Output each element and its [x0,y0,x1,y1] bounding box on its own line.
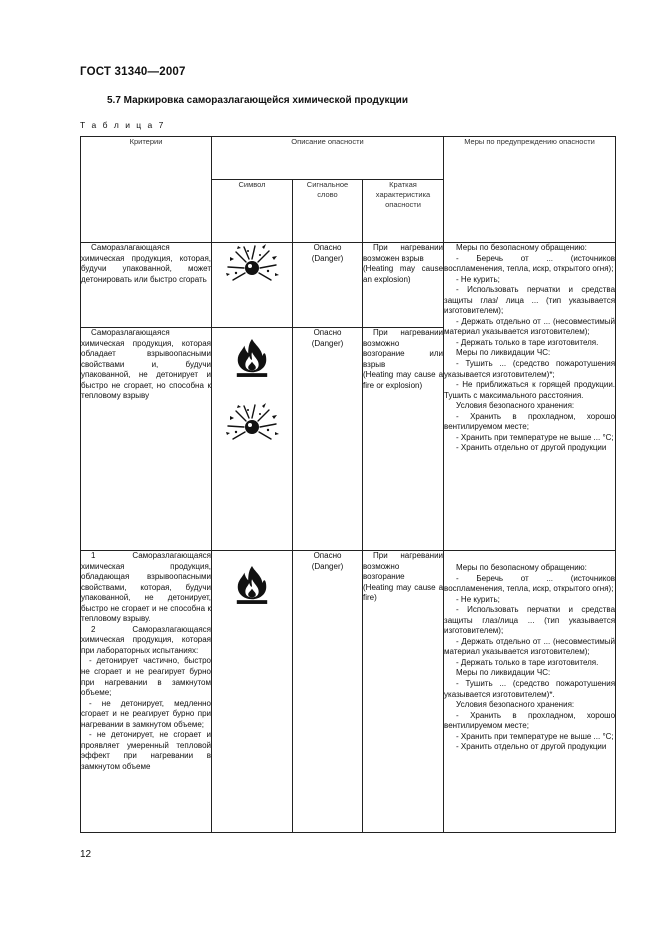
page-number: 12 [80,849,92,860]
measures-line: Условия безопасного хранения: [456,700,575,710]
measures-line: - Не приближаться к горящей продукции. Тушить с максимального расстояния. [444,380,616,400]
hazard-table [80,136,616,833]
symbol-cell [212,243,293,328]
signal-word: Опасно [313,243,342,252]
brief-characteristic-cell [363,551,444,833]
measures-line: - Хранить отдельно от другой продукции [456,443,607,453]
measures-cell [444,243,616,551]
section-title: 5.7 Маркировка саморазлагающейся химической продукции [107,95,408,106]
measures-line: - Держать только в таре изготовителя. [456,657,599,667]
measures-line: - Держать отдельно от ... (несовместимый материал указывается изготовителем); [444,316,616,337]
measures-line: - Держать отдельно от ... (несовместимый материал указывается изготовителем); [444,636,616,657]
table-row [81,551,616,833]
criteria-bullet: - не детонирует, не сгорает и проявляет умеренный тепловой эффект при нагревании в замкнутом объеме [81,730,211,771]
measures-line: Меры по безопасному обращению: [456,243,587,252]
measures-line: Меры по ликвидации ЧС: [456,668,551,678]
measures-line: - Хранить при температуре не выше ... °С; [456,432,614,442]
header-brief-characteristic: Краткая характеристика опасности [363,180,444,243]
brief-text-en: (Heating may cause a fire) [363,582,444,603]
criteria-cell [81,243,212,328]
signal-word-cell [293,551,363,833]
header-symbol: Символ [212,180,293,243]
measures-line: - Использовать перчатки и средства защиты глаз/лица ... (тип указывается изготовителем); [444,605,616,636]
criteria-cell [81,551,212,833]
criteria-text: 1 Саморазлагающаяся химическая продукция, обладающая взрывоопасными свойствами, которая, будучи упакованной, не детонирует, быстро не сгорает и не способна к тепловому взрыву. [81,551,211,624]
header-criteria: Критерии [81,137,212,243]
measures-line: - Хранить в прохладном, хорошо вентилируемом месте; [444,411,616,432]
measures-line: Условия безопасного хранения: [456,401,575,411]
symbol-cell [212,328,293,551]
criteria-text: 2 Саморазлагающаяся химическая продукция, которая при лабораторных испытаниях: [81,624,211,655]
flame-icon [233,336,271,378]
criteria-bullet: - не детонирует, медленно сгорает и не реагирует бурно при нагревании в замкнутом объеме; [81,698,211,729]
measures-line: - Не курить; [456,274,500,284]
signal-word-en: (Danger) [311,338,344,348]
measures-line: Меры по безопасному обращению: [456,563,587,572]
criteria-text: Саморазлагающаяся химическая продукция, которая обладает взрывоопасными свойствами и, будучи упакованной, не детонирует и быстро не сгорает, но способна к тепловому взрыву [81,328,211,401]
exploding-bomb-icon [221,243,283,283]
signal-word-cell [293,328,363,551]
criteria-bullet: - детонирует частично, быстро не сгорает и не реагирует бурно при нагревании в замкнутом объеме; [81,656,211,698]
measures-line: - Хранить отдельно от другой продукции [456,742,607,752]
measures-line: - Беречь от ... (источников воспламенения, тепла, искр, открытого огня); [444,573,616,594]
header-measures: Меры по предупреждению опасности [444,137,616,243]
measures-line: - Хранить в прохладном, хорошо вентилируемом месте; [444,710,616,731]
brief-text-en: (Heating may cause a fire or explosion) [363,370,444,390]
measures-line: Меры по ликвидации ЧС: [456,348,551,358]
symbol-cell [212,551,293,833]
measures-cell [444,551,616,833]
brief-characteristic-cell [363,243,444,328]
exploding-bomb-icon [221,402,283,442]
document-id: ГОСТ 31340—2007 [80,66,186,78]
table-row [81,243,616,328]
header-signal-word: Сигнальное слово [293,180,363,243]
measures-line: - Держать только в таре изготовителя. [456,337,599,347]
criteria-cell [81,328,212,551]
signal-word-cell [293,243,363,328]
signal-word-en: (Danger) [311,253,344,263]
measures-line: - Тушить ... (средство пожаротушения указывается изготовителем)*. [444,679,616,699]
measures-line: - Тушить ... (средство пожаротушения указывается изготовителем)*; [444,359,616,379]
measures-line: - Использовать перчатки и средства защиты глаз/ лица ... (тип указывается изготовителем); [444,285,616,316]
measures-line: - Не курить; [456,594,500,604]
table-caption: Т а б л и ц а 7 [80,120,166,130]
signal-word: Опасно [313,551,342,560]
header-hazard-description: Описание опасности [212,137,444,180]
criteria-text: Саморазлагающаяся химическая продукция, которая, будучи упакованной, может детонировать или быстро сгорать [81,243,211,284]
signal-word: Опасно [313,328,342,337]
brief-text: При нагревании возможно возгорание или взрыв [363,328,444,369]
brief-text-en: (Heating may cause an explosion) [363,264,444,284]
measures-line: - Хранить при температуре не выше ... °С; [456,731,614,741]
brief-characteristic-cell [363,328,444,551]
signal-word-en: (Danger) [311,561,344,571]
flame-icon [233,563,271,605]
measures-line: - Беречь от ... (источников воспламенения, тепла, искр, открытого огня); [444,253,616,274]
brief-text: При нагревании возможен взрыв [363,243,444,263]
brief-text: При нагревании возможно возгорание [363,551,444,582]
